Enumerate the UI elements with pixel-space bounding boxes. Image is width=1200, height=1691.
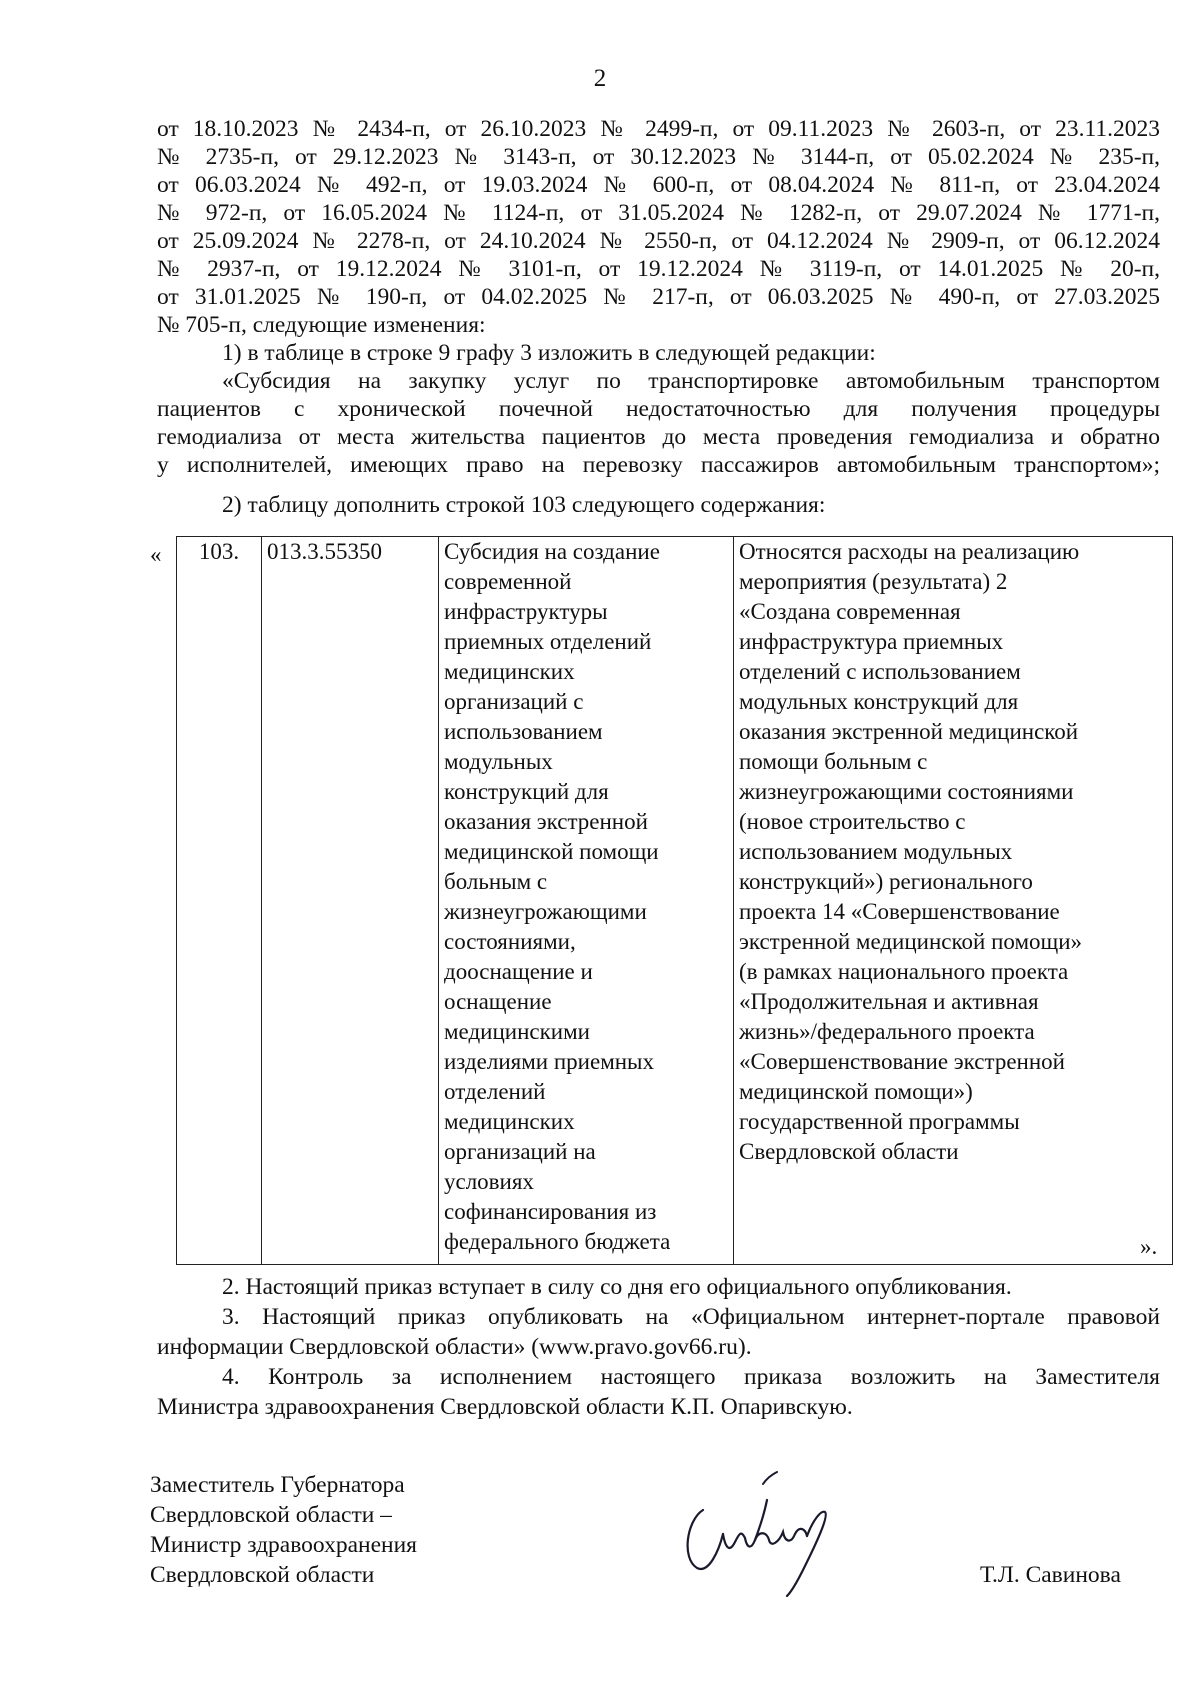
item-2: 2) таблицу дополнить строкой 103 следующего содержания:	[222, 492, 826, 518]
name-line: оказания экстренной	[444, 809, 648, 834]
name-line: модульных	[444, 749, 553, 774]
name-line: медицинской помощи	[444, 839, 659, 864]
description-cell	[734, 537, 1173, 1265]
description-line: «Создана современная	[739, 599, 961, 624]
name-line: больным с	[444, 869, 548, 894]
description-line: конструкций») регионального	[739, 869, 1033, 894]
intro-line-5: от 25.09.2024 № 2278-п, от 24.10.2024 № 2550-п, от 04.12.2024 № 2909-п, от 06.12.2024	[157, 228, 1160, 254]
description-line: модульных конструкций для	[739, 689, 1019, 714]
name-line: медицинскими	[444, 1019, 590, 1044]
signer-name: Т.Л. Савинова	[980, 1562, 1121, 1588]
intro-line-4: № 972-п, от 16.05.2024 № 1124-п, от 31.05.2024 № 1282-п, от 29.07.2024 № 1771-п,	[157, 200, 1160, 226]
name-line: инфраструктуры	[444, 599, 608, 624]
signer-title	[150, 1470, 417, 1590]
point-3-line-1: 3. Настоящий приказ опубликовать на «Официальном интернет-портале правовой	[222, 1304, 1160, 1330]
description-line: «Продолжительная и активная	[739, 989, 1039, 1014]
name-line: дооснащение и	[444, 959, 593, 984]
description-line: мероприятия (результата) 2	[739, 569, 1008, 594]
description-line: (новое строительство с	[739, 809, 966, 834]
description-line: «Совершенствование экстренной	[739, 1049, 1065, 1074]
signer-title-line: Свердловской области	[150, 1562, 375, 1588]
name-line: жизнеугрожающими	[444, 899, 647, 924]
name-line: оснащение	[444, 989, 552, 1014]
name-line: федерального бюджета	[444, 1229, 671, 1254]
intro-line-3: от 06.03.2024 № 492-п, от 19.03.2024 № 600-п, от 08.04.2024 № 811-п, от 23.04.2024	[157, 172, 1160, 198]
addition-table	[176, 536, 1173, 1265]
quote-line-4: у исполнителей, имеющих право на перевозку пассажиров автомобильным транспортом»;	[157, 452, 1160, 478]
quote-line-1: «Субсидия на закупку услуг по транспортировке автомобильным транспортом	[222, 368, 1160, 394]
name-line: организаций на	[444, 1139, 596, 1164]
name-line: медицинских	[444, 659, 575, 684]
intro-line-2: № 2735-п, от 29.12.2023 № 3143-п, от 30.12.2023 № 3144-п, от 05.02.2024 № 235-п,	[157, 144, 1160, 170]
table-close-quote: ».	[1140, 1234, 1158, 1259]
signer-title-line: Свердловской области –	[150, 1502, 392, 1528]
name-line: медицинских	[444, 1109, 575, 1134]
name-line: условиях	[444, 1169, 534, 1194]
intro-line-6: № 2937-п, от 19.12.2024 № 3101-п, от 19.12.2024 № 3119-п, от 14.01.2025 № 20-п,	[157, 256, 1160, 282]
description-line: Свердловской области	[739, 1139, 959, 1164]
signer-title-line: Заместитель Губернатора	[150, 1472, 405, 1498]
page-number: 2	[593, 65, 607, 92]
description-line: медицинской помощи»)	[739, 1079, 973, 1104]
point-2: 2. Настоящий приказ вступает в силу со дня его официального опубликования.	[222, 1274, 1012, 1300]
description-line: жизнь»/федерального проекта	[739, 1019, 1035, 1044]
name-line: софинансирования из	[444, 1199, 657, 1224]
table-row	[177, 537, 1173, 1265]
quote-line-3: гемодиализа от места жительства пациентов до места проведения гемодиализа и обратно	[157, 424, 1160, 450]
name-line: конструкций для	[444, 779, 609, 804]
description-line: государственной программы	[739, 1109, 1020, 1134]
quote-line-2: пациентов с хронической почечной недостаточностью для получения процедуры	[157, 396, 1160, 422]
item-1: 1) в таблице в строке 9 графу 3 изложить в следующей редакции:	[222, 340, 876, 366]
description-line: оказания экстренной медицинской	[739, 719, 1079, 744]
description-line: Относятся расходы на реализацию	[739, 539, 1080, 564]
intro-line-8: № 705-п, следующие изменения:	[157, 312, 486, 338]
point-4-line-2: Министра здравоохранения Свердловской области К.П. Опаривскую.	[157, 1394, 853, 1420]
name-cell	[439, 537, 734, 1265]
intro-line-1: от 18.10.2023 № 2434-п, от 26.10.2023 № 2499-п, от 09.11.2023 № 2603-п, от 23.11.2023	[157, 116, 1160, 142]
intro-line-7: от 31.01.2025 № 190-п, от 04.02.2025 № 217-п, от 06.03.2025 № 490-п, от 27.03.2025	[157, 284, 1160, 310]
description-line: (в рамках национального проекта	[739, 959, 1069, 984]
code-cell: 013.3.55350	[262, 537, 439, 1265]
row-number-cell: 103.	[177, 537, 262, 1265]
description-line: инфраструктура приемных	[739, 629, 1004, 654]
name-line: состояниями,	[444, 929, 576, 954]
name-line: Субсидия на создание	[444, 539, 660, 564]
point-3-line-2: информации Свердловской области» (www.pravo.gov66.ru).	[157, 1334, 752, 1360]
description-line: жизнеугрожающими состояниями	[739, 779, 1074, 804]
name-line: отделений	[444, 1079, 546, 1104]
name-line: изделиями приемных	[444, 1049, 655, 1074]
name-line: современной	[444, 569, 572, 594]
name-line: приемных отделений	[444, 629, 652, 654]
signer-title-line: Министр здравоохранения	[150, 1532, 417, 1558]
point-4-line-1: 4. Контроль за исполнением настоящего приказа возложить на Заместителя	[222, 1364, 1160, 1390]
description-line: экстренной медицинской помощи»	[739, 929, 1083, 954]
handwritten-signature	[675, 1450, 835, 1600]
name-line: организаций с	[444, 689, 584, 714]
description-line: помощи больным с	[739, 749, 928, 774]
description-line: проекта 14 «Совершенствование	[739, 899, 1060, 924]
table-open-quote: «	[150, 542, 162, 567]
name-line: использованием	[444, 719, 603, 744]
description-line: отделений с использованием	[739, 659, 1021, 684]
description-line: использованием модульных	[739, 839, 1013, 864]
